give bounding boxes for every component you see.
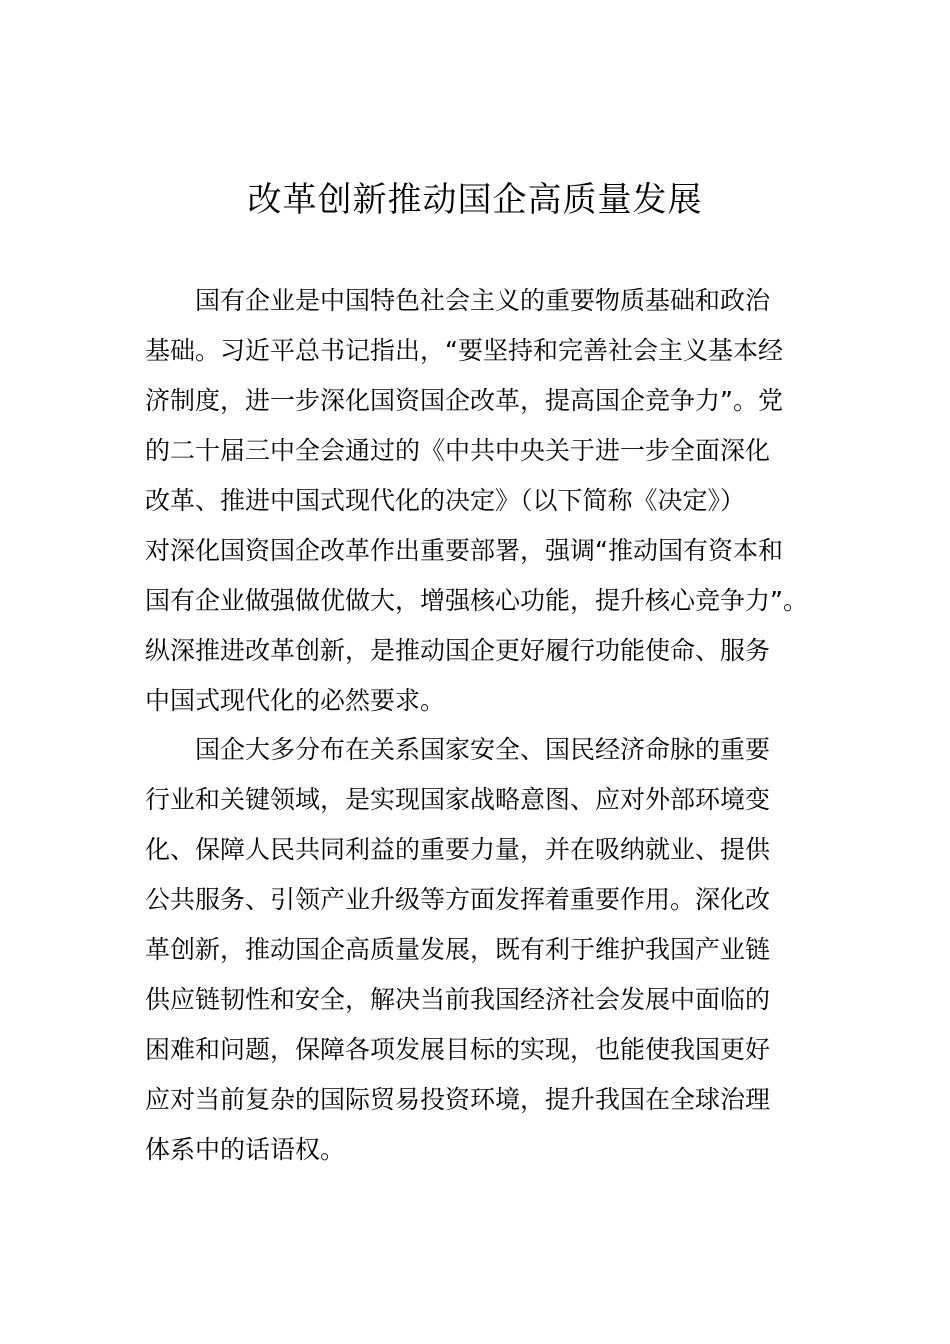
paragraph-line: 体系中的话语权。	[145, 1135, 346, 1164]
paragraph-line: 国有企业是中国特色社会主义的重要物质基础和政治	[195, 286, 771, 315]
document-title: 改革创新推动国企高质量发展	[247, 180, 703, 220]
paragraph-line: 纵深推进改革创新，是推动国企更好履行功能使命、服务	[145, 636, 771, 665]
paragraph-line: 困难和问题，保障各项发展目标的实现，也能使我国更好	[145, 1035, 771, 1064]
paragraph-line: 公共服务、引领产业升级等方面发挥着重要作用。深化改	[145, 885, 771, 914]
paragraph-line: 中国式现代化的必然要求。	[145, 686, 446, 715]
paragraph-line: 革创新，推动国企高质量发展，既有利于维护我国产业链	[145, 935, 771, 964]
paragraph-line: 改革、推进中国式现代化的决定》（以下简称《决定》）	[145, 486, 746, 515]
paragraph-line: 国有企业做强做优做大，增强核心功能，提升核心竞争力”。	[145, 586, 808, 615]
paragraph-line: 国企大多分布在关系国家安全、国民经济命脉的重要	[195, 735, 771, 764]
paragraph-line: 供应链韧性和安全，解决当前我国经济社会发展中面临的	[145, 985, 771, 1014]
paragraph-line: 对深化国资国企改革作出重要部署，强调“推动国有资本和	[145, 536, 783, 565]
paragraph-line: 化、保障人民共同利益的重要力量，并在吸纳就业、提供	[145, 835, 771, 864]
paragraph-line: 的二十届三中全会通过的《中共中央关于进一步全面深化	[145, 436, 771, 465]
paragraph-2	[145, 725, 795, 1175]
paragraph-line: 行业和关键领域，是实现国家战略意图、应对外部环境变	[145, 785, 771, 814]
paragraph-line: 应对当前复杂的国际贸易投资环境，提升我国在全球治理	[145, 1085, 771, 1114]
paragraph-line: 济制度，进一步深化国资国企改革，提高国企竞争力”。党	[145, 386, 783, 415]
paragraph-1	[145, 276, 808, 726]
paragraph-line: 基础。习近平总书记指出，“要坚持和完善社会主义基本经	[145, 336, 783, 365]
